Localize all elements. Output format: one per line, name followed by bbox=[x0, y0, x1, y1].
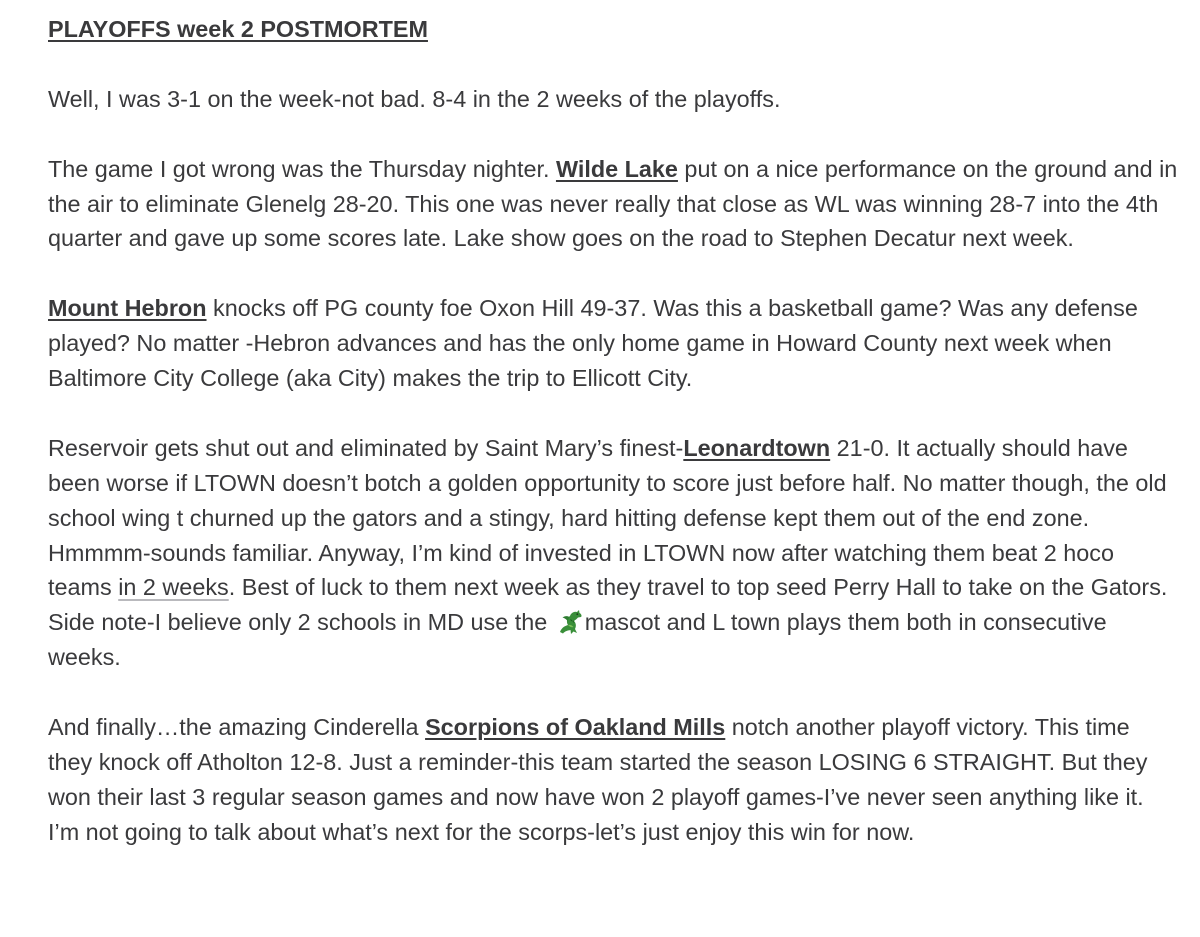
note-title-line bbox=[48, 12, 1178, 47]
paragraph-mount-hebron-body: knocks off PG county foe Oxon Hill 49-37. Was this a basketball game? Was any defense played? No matter -Hebron advances and has the only home game in Howard County next week when Baltimore City College (aka City) makes the trip to Ellicott City. bbox=[48, 295, 1138, 392]
paragraph-wilde-lake bbox=[48, 152, 1178, 257]
paragraph-leonardtown-intro: Reservoir gets shut out and eliminated by Saint Mary’s finest- bbox=[48, 434, 684, 461]
paragraph-record-text: Well, I was 3-1 on the week-not bad. 8-4 in the 2 weeks of the playoffs. bbox=[48, 85, 781, 112]
team-mount-hebron: Mount Hebron bbox=[48, 295, 207, 322]
link-in-2-weeks[interactable]: in 2 weeks bbox=[118, 574, 229, 601]
paragraph-mount-hebron bbox=[48, 291, 1178, 396]
dragon-icon bbox=[556, 608, 584, 636]
team-wilde-lake: Wilde Lake bbox=[555, 155, 678, 182]
paragraph-oakland-mills bbox=[48, 710, 1178, 850]
team-leonardtown: Leonardtown bbox=[683, 434, 831, 461]
paragraph-leonardtown-ending: mascot and L town plays them both in consecutive weeks. bbox=[48, 609, 1107, 671]
team-scorpions-of-oakland-mills: Scorpions of Oakland Mills bbox=[425, 714, 726, 741]
paragraph-wilde-lake-body: put on a nice performance on the ground and in the air to eliminate Glenelg 28-20. This one was never really that close as WL was winning 28-7 into the 4th quarter and gave up some scores late. Lake show goes on the road to Stephen Decatur next week. bbox=[48, 155, 1178, 252]
paragraph-record bbox=[48, 82, 1178, 117]
paragraph-leonardtown bbox=[48, 431, 1178, 675]
paragraph-oakland-mills-body: notch another playoff victory. This time they knock off Atholton 12-8. Just a reminder-this team started the season LOSING 6 STRAIGHT. But they won their last 3 regular season games and now have won 2 playoff games-I’ve never seen anything like it. I’m not going to talk about what’s next for the scorps-let’s just enjoy this win for now. bbox=[48, 714, 1148, 845]
note-body bbox=[48, 12, 1178, 885]
note-title: PLAYOFFS week 2 POSTMORTEM bbox=[48, 16, 428, 42]
paragraph-leonardtown-body: 21-0. It actually should have been worse if LTOWN doesn’t botch a golden opportunity to score just before half. No matter though, the old school wing t churned up the gators and a stingy, hard hitting defense kept them out of the end zone. Hmmmm-sounds familiar. Anyway, I’m kind of invested in LTOWN now after watching them beat 2 hoco teams bbox=[48, 434, 1167, 601]
paragraph-oakland-mills-intro: And finally…the amazing Cinderella bbox=[48, 714, 426, 741]
paragraph-leonardtown-side-note: . Best of luck to them next week as they travel to top seed Perry Hall to take on the Gators. Side note-I believe only 2 schools in MD use the bbox=[48, 574, 1168, 636]
paragraph-wilde-lake-intro: The game I got wrong was the Thursday nighter. bbox=[48, 155, 556, 182]
